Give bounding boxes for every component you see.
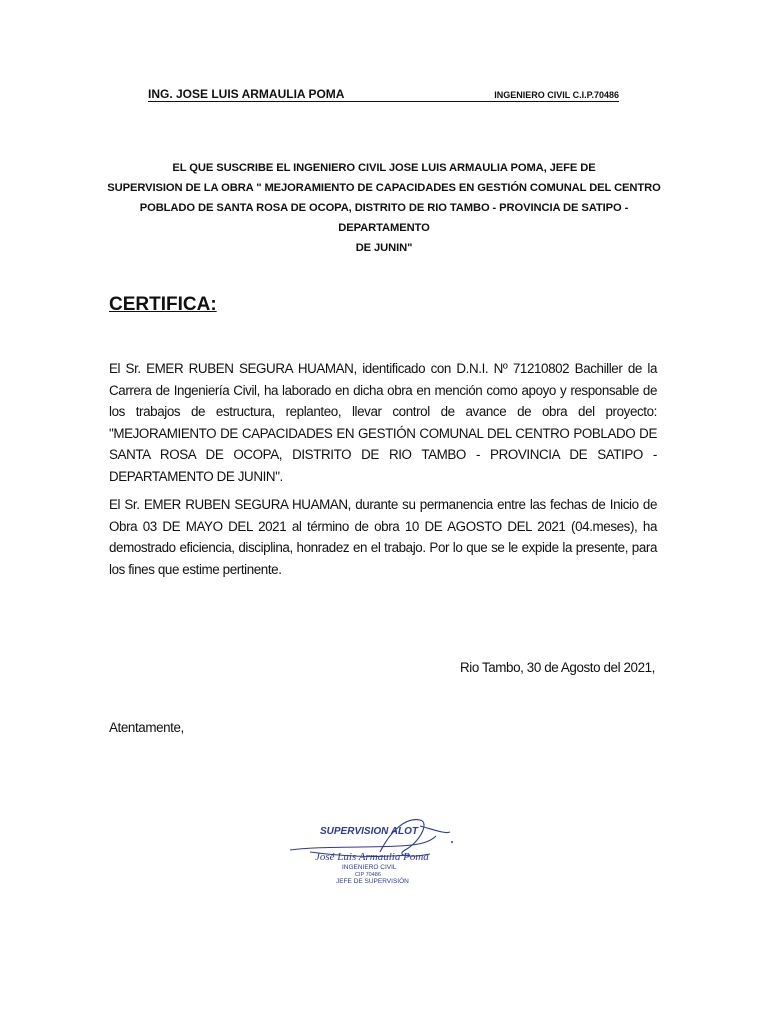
stamp-top-text: SUPERVISION ALOT: [320, 826, 418, 837]
certificate-paragraph-1: El Sr. EMER RUBEN SEGURA HUAMAN, identificado con D.N.I. Nº 71210802 Bachiller de la Carrera de Ingeniería Civil, ha laborado en dicha obra en mención como apoyo y responsable de los trabajos de estructura, replanteo, llevar control de avance de obra del proyecto: "MEJORAMIENTO DE CAPACIDADES EN GESTIÓN COMUNAL DEL CENTRO POBLADO DE SANTA ROSA DE OCOPA, DISTRITO DE RIO TAMBO - PROVINCIA DE SATIPO - DEPARTAMENTO DE JUNIN".: [109, 361, 657, 484]
intro-statement: [100, 158, 668, 258]
header-cip-number: INGENIERO CIVIL C.I.P.70486: [478, 89, 619, 102]
signature-stamp: [280, 812, 470, 892]
intro-line-3: POBLADO DE SANTA ROSA DE OCOPA, DISTRITO DE RIO TAMBO - PROVINCIA DE SATIPO - DEPARTAMENTO: [139, 202, 629, 234]
intro-line-4: DE JUNIN": [355, 242, 413, 254]
closing-salutation: Atentamente,: [109, 720, 184, 735]
stamp-title-text: INGENIERO CIVIL: [342, 864, 397, 871]
stamp-cip-text: CIP 70486: [355, 872, 381, 878]
certifica-heading: CERTIFICA:: [109, 294, 217, 315]
certificate-paragraph-2: El Sr. EMER RUBEN SEGURA HUAMAN, durante su permanencia entre las fechas de Inicio de Obra 03 DE MAYO DEL 2021 al término de obra 10 DE AGOSTO DEL 2021 (04.meses), ha demostrado eficiencia, disciplina, honradez en el trabajo. Por lo que se le expide la presente, para los fines que estime pertinente.: [109, 497, 657, 577]
issue-date: Rio Tambo, 30 de Agosto del 2021,: [459, 660, 655, 675]
header-engineer-name: ING. JOSE LUIS ARMAULIA POMA: [148, 87, 478, 102]
stamp-role-text: JEFE DE SUPERVISIÓN: [336, 878, 409, 885]
stamp-name-text: José Luis Armaulia Poma: [315, 851, 429, 863]
intro-line-1: EL QUE SUSCRIBE EL INGENIERO CIVIL JOSE LUIS ARMAULIA POMA, JEFE DE: [172, 162, 596, 174]
intro-line-2: SUPERVISION DE LA OBRA " MEJORAMIENTO DE CAPACIDADES EN GESTIÓN COMUNAL DEL CENTRO: [107, 182, 661, 194]
